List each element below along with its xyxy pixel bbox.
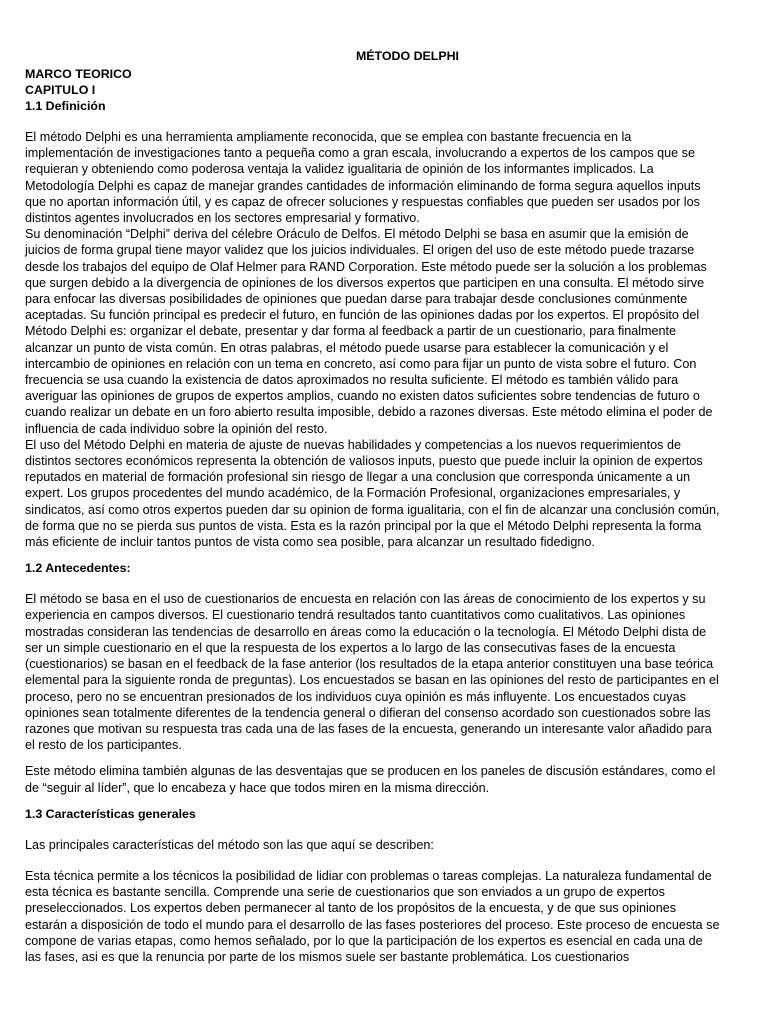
definicion-paragraph-1: El método Delphi es una herramienta ampliamente reconocida, que se emplea con bastante frecuencia en la implementación de investigaciones tanto a pequeña como a gran escala, involucrando a expertos de los campos que se requieran y obteniendo como poderosa ventaja la validez igualitaria de opinión de los informantes implicados. La Metodología Delphi es capaz de manejar grandes cantidades de información eliminando de forma segura aquellos inputs que no aportan información útil, y es capaz de ofrecer soluciones y respuestas confiables que pueden ser usados por los distintos agentes involucrados en los sectores empresarial y formativo. bbox=[25, 130, 701, 226]
antecedentes-paragraph-2: Este método elimina también algunas de las desventajas que se producen en los paneles de discusión estándares, como el de “seguir al líder”, que lo encabeza y hace que todos miren en la misma dirección. bbox=[25, 764, 716, 795]
capitulo-heading: CAPITULO I bbox=[25, 83, 96, 97]
definicion-paragraph-2: Su denominación “Delphi” deriva del célebre Oráculo de Delfos. El método Delphi se basa en asumir que la emisión de juicios de forma grupal tiene mayor validez que los juicios individuales. El origen del uso de este método puede trazarse desde los trabajos del equipo de Olaf Helmer para RAND Corporation. Este método puede ser la solución a los problemas que surgen debido a la divergencia de opiniones de los diversos expertos que participen en una consulta. El método sirve para enfocar las diversas posibilidades de opiniones que puedan darse para trabajar desde conclusiones comúnmente aceptadas. Su función principal es predecir el futuro, en función de las opiniones dadas por los expertos. El propósito del Método Delphi es: organizar el debate, presentar y dar forma al feedback a partir de un cuestionario, para finalmente alcanzar un punto de vista común. En otras palabras, el método puede usarse para establecer la comunicación y el intercambio de opiniones en relación con un tema en concreto, así como para fijar un punto de vista sobre el futuro. Con frecuencia se usa cuando la existencia de datos aproximados no resulta suficiente. El método es también válido para averiguar las opiniones de grupos de expertos amplios, cuando no existen datos suficientes sobre tendencias de futuro o cuando realizar un debate en un foro abierto resulta imposible, debido a razones diversas. Este método elimina el poder de influencia de cada individuo sobre la opinión del resto. bbox=[25, 227, 713, 436]
caracteristicas-intro: Las principales características del método son las que aquí se describen: bbox=[25, 837, 434, 852]
marco-heading: MARCO TEORICO bbox=[25, 67, 132, 81]
section-1-2-heading: 1.2 Antecedentes: bbox=[25, 561, 131, 576]
section-1-1-heading: 1.1 Definición bbox=[25, 99, 106, 113]
document-title: MÉTODO DELPHI bbox=[355, 49, 460, 63]
definicion-paragraph-3: El uso del Método Delphi en materia de ajuste de nuevas habilidades y competencias a los nuevos requerimientos de distintos sectores económicos representa la obtención de valiosos inputs, puesto que puede incluir la opinion de expertos reputados en material de formación profesional sin riesgo de llegar a una conclusion que corresponda únicamente a un expert. Los grupos procedentes del mundo académico, de la Formación Profesional, organizaciones empresariales, y sindicatos, así como otros expertos pueden dar su opinion de forma igualitaria, con el fin de alcanzar una conclusión común, de forma que no se pierda sus puntos de vista. Esta es la razón principal por la que el Método Delphi representa la forma más eficiente de incluir tantos puntos de vista como sea posible, para alcanzar un resultado fidedigno. bbox=[25, 437, 720, 550]
section-1-3-heading: 1.3 Características generales bbox=[25, 806, 196, 821]
caracteristicas-paragraph: Esta técnica permite a los técnicos la posibilidad de lidiar con problemas o tareas complejas. La naturaleza fundamental de esta técnica es bastante sencilla. Comprende una serie de cuestionarios que son enviados a un grupo de expertos preseleccionados. Los expertos deben permanecer al tanto de los propósitos de la encuesta, y de que sus opiniones estarán a disposición de todo el mundo para el desarrollo de las fases posteriores del proceso. Este proceso de encuesta se compone de varias etapas, como hemos señalado, por lo que la participación de los expertos es esencial en cada una de las fases, asi es que la renuncia por parte de los mismos suele ser bastante problemática. Los cuestionarios bbox=[25, 868, 720, 964]
antecedentes-paragraph-1: El método se basa en el uso de cuestionarios de encuesta en relación con las áreas de conocimiento de los expertos y su experiencia en campos diversos. El cuestionario tendrá resultados tanto cuantitativos como cualitativos. Las opiniones mostradas consideran las tendencias de desarrollo en áreas como la educación o la tecnología. El Método Delphi dista de ser un simple cuestionario en el que la respuesta de los expertos a lo largo de las consecutivas fases de la encuesta (cuestionarios) se basan en el feedback de la fase anterior (los resultados de la etapa anterior constituyen una base teórica elemental para la siguiente ronda de preguntas). Los encuestados se basan en las opiniones del resto de participantes en el proceso, pero no se encuentran presionados de los individuos cuya opinión es más influyente. Los encuestados cuyas opiniones sean totalmente diferentes de la tendencia general o difieran del consenso acordado son cuestionados sobre las razones que motivan su respuesta tras cada una de las fases de la encuesta, generando un interesante valor añadido para el resto de los participantes. bbox=[25, 592, 719, 753]
